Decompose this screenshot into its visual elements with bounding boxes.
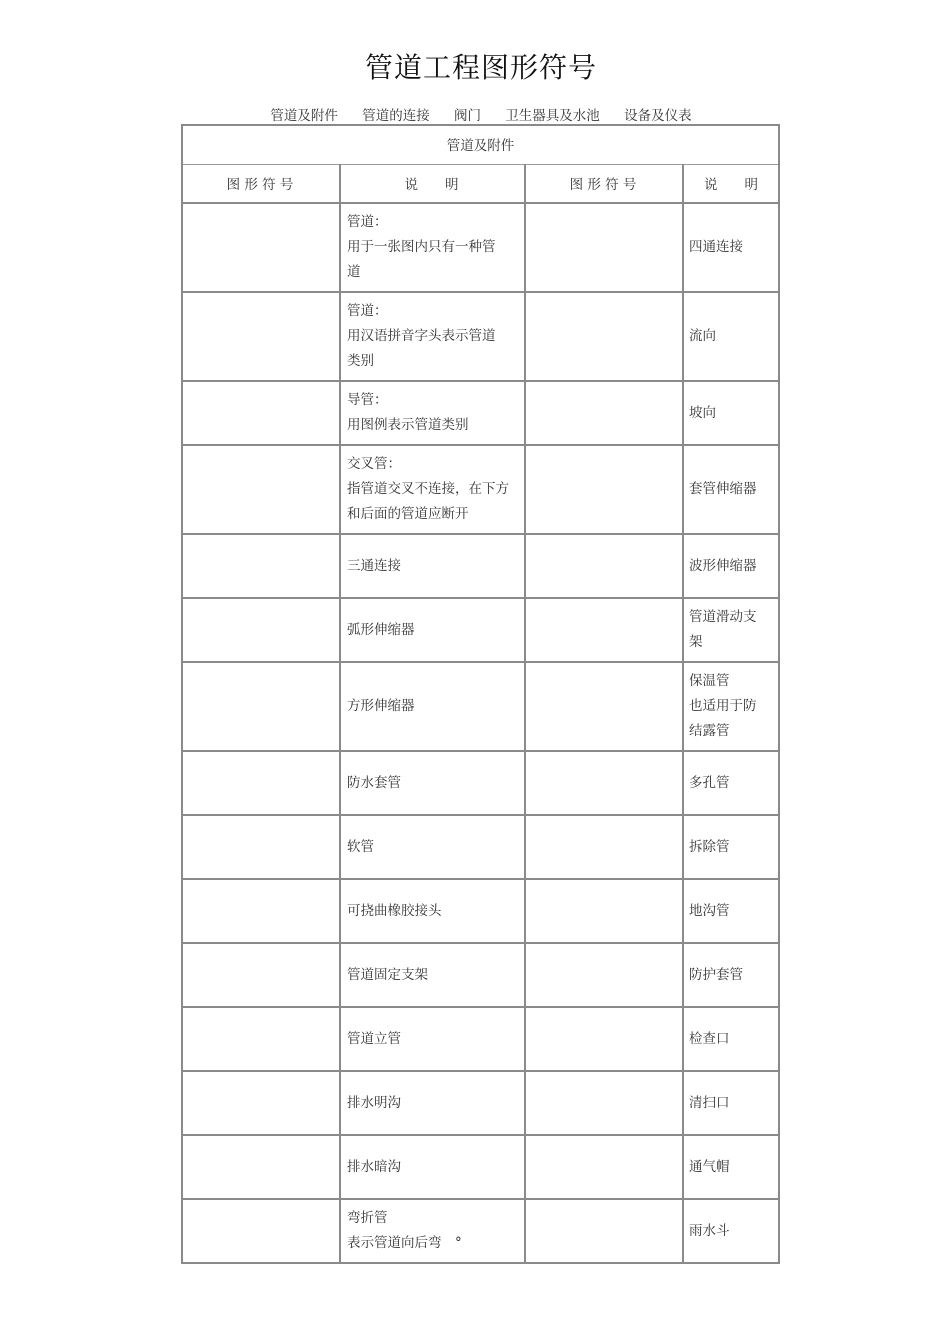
symbol-cell bbox=[526, 816, 682, 878]
description-cell bbox=[347, 1200, 522, 1262]
nav-link-pipes-fittings[interactable]: 管道及附件 bbox=[270, 108, 338, 124]
description-cell bbox=[347, 663, 522, 750]
table-border-right bbox=[778, 124, 780, 1264]
description-text: 交叉管： bbox=[347, 456, 401, 472]
description-text: 三通连接 bbox=[347, 557, 401, 574]
description-cell bbox=[689, 204, 777, 291]
description-cell bbox=[347, 816, 522, 878]
symbol-cell bbox=[526, 446, 682, 533]
symbol-cell bbox=[183, 535, 339, 597]
description-text: 导管： bbox=[347, 392, 388, 408]
description-cell bbox=[347, 382, 522, 444]
header-symbol-left: 图 形 符 号 bbox=[226, 177, 294, 193]
table-rule bbox=[181, 1262, 780, 1264]
symbol-cell bbox=[183, 880, 339, 942]
description-cell bbox=[347, 446, 522, 533]
description-text: 波形伸缩器 bbox=[689, 557, 757, 574]
symbol-cell bbox=[526, 1008, 682, 1070]
nav-link-pipe-connections[interactable]: 管道的连接 bbox=[362, 108, 430, 124]
symbol-cell bbox=[526, 880, 682, 942]
description-cell bbox=[689, 535, 777, 597]
symbol-cell bbox=[526, 1072, 682, 1134]
description-cell bbox=[689, 599, 777, 661]
description-cell bbox=[689, 382, 777, 444]
description-text: 和后面的管道应断开 bbox=[347, 506, 469, 522]
description-text: 坡向 bbox=[689, 404, 716, 421]
description-cell bbox=[689, 752, 777, 814]
description-text: 套管伸缩器 bbox=[689, 481, 757, 497]
description-cell bbox=[689, 880, 777, 942]
symbol-cell bbox=[526, 382, 682, 444]
nav-link-sanitary-fixtures[interactable]: 卫生器具及水池 bbox=[505, 108, 600, 124]
description-text: 弧形伸缩器 bbox=[347, 621, 415, 638]
description-text: 架 bbox=[689, 634, 703, 650]
description-text: 四通连接 bbox=[689, 239, 743, 255]
symbol-cell bbox=[183, 663, 339, 750]
description-cell bbox=[347, 1008, 522, 1070]
section-title: 管道及附件 bbox=[446, 138, 515, 154]
description-cell bbox=[689, 663, 777, 750]
header-desc-right: 说 明 bbox=[704, 177, 758, 193]
table-rule bbox=[181, 164, 780, 165]
header-symbol-right: 图 形 符 号 bbox=[569, 177, 637, 193]
description-cell bbox=[347, 1136, 522, 1198]
description-cell bbox=[689, 1072, 777, 1134]
description-text: 管道： bbox=[347, 214, 388, 230]
symbol-cell bbox=[183, 1200, 339, 1262]
symbol-cell bbox=[526, 204, 682, 291]
symbol-cell bbox=[183, 446, 339, 533]
description-cell bbox=[347, 535, 522, 597]
description-text: 清扫口 bbox=[689, 1094, 730, 1111]
symbol-cell bbox=[526, 599, 682, 661]
description-text: 用图例表示管道类别 bbox=[347, 417, 469, 433]
description-text: 可挠曲橡胶接头 bbox=[347, 902, 442, 919]
description-cell bbox=[347, 944, 522, 1006]
description-text: 排水明沟 bbox=[347, 1094, 401, 1111]
description-text: 排水暗沟 bbox=[347, 1158, 401, 1175]
description-cell bbox=[689, 293, 777, 380]
description-text: 弯折管 bbox=[347, 1210, 388, 1226]
description-cell bbox=[347, 293, 522, 380]
page-title: 管道工程图形符号 bbox=[364, 51, 597, 84]
nav-link-valves[interactable]: 阀门 bbox=[454, 108, 481, 124]
description-cell bbox=[347, 1072, 522, 1134]
symbol-cell bbox=[526, 1200, 682, 1262]
description-cell bbox=[689, 944, 777, 1006]
symbol-cell bbox=[183, 1136, 339, 1198]
table-border-top bbox=[181, 124, 780, 126]
description-cell bbox=[347, 752, 522, 814]
description-text: 管道： bbox=[347, 303, 388, 319]
symbol-cell bbox=[526, 663, 682, 750]
description-text: 管道立管 bbox=[347, 1030, 401, 1047]
section-nav bbox=[0, 104, 950, 124]
description-text: 指管道交叉不连接，在下方 bbox=[347, 481, 509, 497]
nav-link-equipment-instruments[interactable]: 设备及仪表 bbox=[624, 108, 692, 124]
table-column-rule bbox=[339, 164, 341, 1264]
symbol-table bbox=[181, 124, 780, 1264]
symbol-cell bbox=[183, 752, 339, 814]
description-text: 表示管道向后弯 ° bbox=[347, 1235, 462, 1251]
description-text: 防护套管 bbox=[689, 966, 743, 983]
description-text: 管道固定支架 bbox=[347, 966, 428, 983]
symbol-cell bbox=[183, 204, 339, 291]
symbol-cell bbox=[183, 1072, 339, 1134]
symbol-cell bbox=[183, 1008, 339, 1070]
description-text: 防水套管 bbox=[347, 774, 401, 791]
description-text: 道 bbox=[347, 264, 361, 280]
description-text: 检查口 bbox=[689, 1030, 730, 1047]
symbol-cell bbox=[183, 382, 339, 444]
description-cell bbox=[689, 446, 777, 533]
symbol-cell bbox=[183, 816, 339, 878]
symbol-cell bbox=[526, 1136, 682, 1198]
header-desc-left: 说 明 bbox=[404, 177, 459, 193]
description-cell bbox=[689, 1200, 777, 1262]
description-text: 结露管 bbox=[689, 723, 730, 739]
description-text: 拆除管 bbox=[689, 838, 730, 855]
description-text: 流向 bbox=[689, 328, 716, 344]
description-text: 用汉语拼音字头表示管道 bbox=[347, 328, 496, 344]
symbol-cell bbox=[526, 944, 682, 1006]
description-cell bbox=[689, 1136, 777, 1198]
symbol-cell bbox=[183, 944, 339, 1006]
description-text: 通气帽 bbox=[689, 1158, 730, 1175]
symbol-cell bbox=[526, 752, 682, 814]
description-cell bbox=[347, 204, 522, 291]
description-text: 类别 bbox=[347, 353, 374, 369]
description-cell bbox=[689, 816, 777, 878]
description-cell bbox=[347, 599, 522, 661]
symbol-cell bbox=[526, 293, 682, 380]
table-column-rule bbox=[682, 164, 684, 1264]
symbol-cell bbox=[526, 535, 682, 597]
description-text: 管道滑动支 bbox=[689, 609, 757, 625]
description-cell bbox=[689, 1008, 777, 1070]
symbol-cell bbox=[183, 599, 339, 661]
description-text: 软管 bbox=[347, 838, 374, 855]
description-cell bbox=[347, 880, 522, 942]
symbol-cell bbox=[183, 293, 339, 380]
description-text: 多孔管 bbox=[689, 774, 730, 791]
description-text: 也适用于防 bbox=[689, 698, 757, 714]
description-text: 用于一张图内只有一种管 bbox=[347, 239, 496, 255]
description-text: 保温管 bbox=[689, 673, 730, 689]
description-text: 方形伸缩器 bbox=[347, 698, 415, 714]
description-text: 地沟管 bbox=[689, 902, 730, 919]
description-text: 雨水斗 bbox=[689, 1222, 730, 1239]
